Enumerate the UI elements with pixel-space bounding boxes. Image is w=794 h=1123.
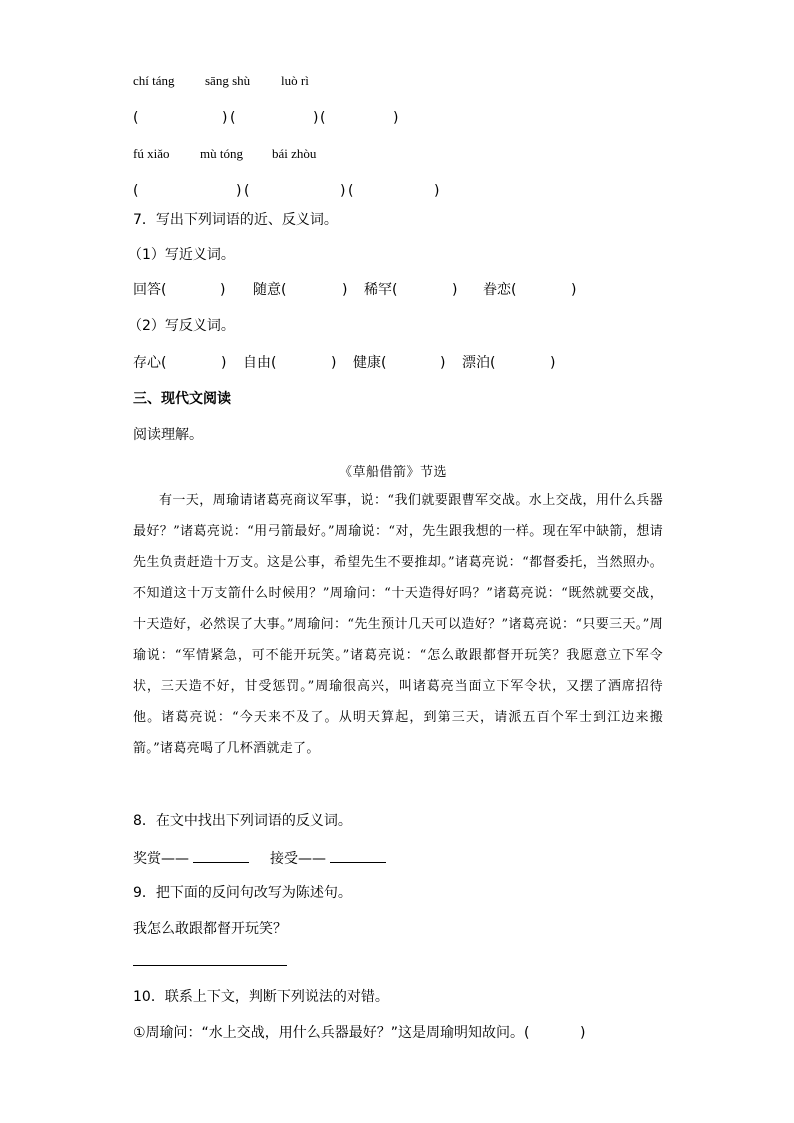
ant-word-2: 自由 bbox=[243, 355, 271, 371]
ant-word-4: 漂泊 bbox=[462, 355, 490, 371]
q9-sentence: 我怎么敢跟都督开玩笑？ bbox=[133, 921, 287, 937]
bracket-close: ) bbox=[550, 355, 556, 371]
q9-title: 9．把下面的反问句改写为陈述句。 bbox=[133, 885, 352, 901]
bracket-open: ( bbox=[161, 282, 167, 298]
bracket-close: ) bbox=[220, 282, 226, 298]
bracket-open: ( bbox=[381, 355, 387, 371]
bracket-open: ( bbox=[392, 282, 398, 298]
bracket-open: ( bbox=[133, 183, 139, 199]
ant-word-3: 健康 bbox=[353, 355, 381, 371]
passage-text: 有一天，周瑜请诸葛亮商议军事，说：“我们就要跟曹军交战。水上交战，用什么兵器最好？”诸葛亮说：“用弓箭最好。”周瑜说：“对，先生跟我想的一样。现在军中缺箭，想请先生负责赶造十万支。这是公事，希望先生不要推却。”诸葛亮说：“都督委托，当然照办。不知道这十万支箭什么时候用？”周瑜问：“十天造得好吗？”诸葛亮说：“既然就要交战，十天造好，必然误了大事。”周瑜问：“先生预计几天可以造好？”诸葛亮说：“只要三天。”周瑜说：“军情紧急，可不能开玩笑。”诸葛亮说：“怎么敢跟都督开玩笑？我愿意立下军令状，三天造不好，甘受惩罚。”周瑜很高兴，叫诸葛亮当面立下军令状，又摆了酒席招待他。诸葛亮说：“今天来不及了。从明天算起，到第三天，请派五百个军士到江边来搬箭。”诸葛亮喝了几杯酒就走了。 bbox=[133, 493, 663, 756]
bracket-close: ) bbox=[434, 183, 440, 199]
bracket-open: ( bbox=[244, 183, 250, 199]
bracket-open: ( bbox=[271, 355, 277, 371]
pinyin-3: luò rì bbox=[281, 73, 309, 88]
answer-blank[interactable] bbox=[330, 848, 386, 863]
q7-sub1: （1）写近义词。 bbox=[128, 247, 235, 263]
bracket-close: ) bbox=[440, 355, 446, 371]
pinyin-5: mù tóng bbox=[200, 146, 243, 161]
pinyin-6: bái zhòu bbox=[272, 146, 317, 161]
bracket-open: ( bbox=[320, 110, 326, 126]
bracket-open: ( bbox=[230, 110, 236, 126]
bracket-close: ) bbox=[580, 1025, 586, 1041]
bracket-close: ) bbox=[331, 355, 337, 371]
syn-word-2: 随意 bbox=[253, 282, 281, 298]
answer-line[interactable] bbox=[133, 965, 287, 966]
ant-word-1: 存心 bbox=[133, 355, 161, 371]
bracket-open: ( bbox=[161, 355, 167, 371]
q7-title: 7．写出下列词语的近、反义词。 bbox=[133, 212, 338, 228]
q7-sub2: （2）写反义词。 bbox=[128, 318, 235, 334]
pinyin-2: sāng shù bbox=[205, 73, 251, 88]
bracket-close: ) bbox=[342, 282, 348, 298]
bracket-open: ( bbox=[348, 183, 354, 199]
syn-word-1: 回答 bbox=[133, 282, 161, 298]
q8-title: 8．在文中找出下列词语的反义词。 bbox=[133, 813, 352, 829]
q10-title: 10．联系上下文，判断下列说法的对错。 bbox=[133, 989, 389, 1005]
pinyin-1: chí táng bbox=[133, 73, 175, 88]
bracket-open: ( bbox=[490, 355, 496, 371]
bracket-close: ) bbox=[452, 282, 458, 298]
bracket-close: ) bbox=[236, 183, 242, 199]
bracket-open: ( bbox=[281, 282, 287, 298]
q10-item-1: ①周瑜问：“水上交战，用什么兵器最好？”这是周瑜明知故问。( bbox=[133, 1025, 530, 1041]
pinyin-4: fú xiǎo bbox=[133, 146, 170, 161]
syn-word-4: 眷恋 bbox=[483, 282, 511, 298]
bracket-close: ) bbox=[221, 355, 227, 371]
reading-instruction: 阅读理解。 bbox=[133, 427, 203, 443]
passage-title: 《草船借箭》节选 bbox=[339, 465, 448, 480]
q8-word-2: 接受—— bbox=[270, 851, 326, 867]
bracket-close: ) bbox=[571, 282, 577, 298]
bracket-close: ) bbox=[313, 110, 319, 126]
syn-word-3: 稀罕 bbox=[364, 282, 392, 298]
bracket-close: ) bbox=[222, 110, 228, 126]
bracket-open: ( bbox=[511, 282, 517, 298]
bracket-close: ) bbox=[393, 110, 399, 126]
bracket-open: ( bbox=[133, 110, 139, 126]
q8-item-2 bbox=[270, 848, 386, 868]
answer-blank[interactable] bbox=[193, 848, 249, 863]
q8-word-1: 奖赏—— bbox=[133, 851, 189, 867]
q8-item-1 bbox=[133, 848, 249, 868]
bracket-close: ) bbox=[340, 183, 346, 199]
section-heading: 三、现代文阅读 bbox=[133, 391, 231, 407]
